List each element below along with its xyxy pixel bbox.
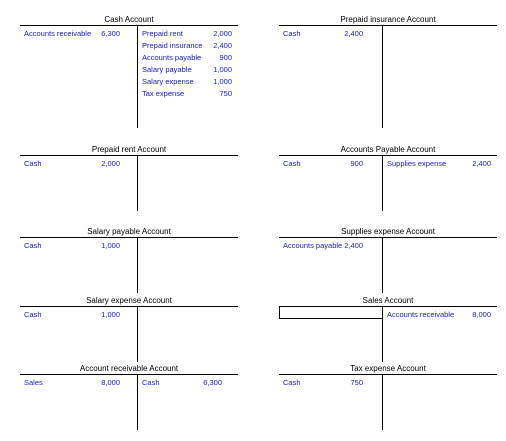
credit-side — [383, 158, 495, 170]
account-divider — [382, 237, 383, 293]
debit-side — [279, 377, 367, 389]
ledger-entry — [20, 377, 124, 389]
ledger-entry — [279, 158, 367, 170]
credit-side — [383, 309, 495, 321]
entry-label: Prepaid insurance — [142, 41, 203, 50]
account-divider — [382, 25, 383, 128]
entry-amount: 8,000 — [472, 310, 491, 319]
account-top-rule — [20, 374, 238, 375]
ledger-entry — [138, 88, 236, 100]
entry-amount: 2,000 — [101, 159, 120, 168]
t-account-sales-account — [279, 296, 497, 362]
account-title: Tax expense Account — [350, 364, 426, 373]
entry-amount: 2,400 — [213, 41, 232, 50]
ledger-entry — [20, 309, 124, 321]
ledger-entry — [138, 40, 236, 52]
entry-label: Cash — [283, 29, 301, 38]
account-top-rule — [20, 237, 238, 238]
entry-label: Supplies expense — [387, 159, 447, 168]
entry-amount: 6,300 — [101, 29, 120, 38]
entry-amount: 900 — [219, 53, 232, 62]
ledger-entry — [138, 28, 236, 40]
entry-label: Cash — [283, 378, 301, 387]
entry-label: Accounts payable — [283, 241, 343, 250]
account-divider — [382, 374, 383, 430]
entry-label: Cash — [142, 378, 160, 387]
ledger-entry — [20, 158, 124, 170]
debit-side — [20, 28, 124, 40]
entry-label: Cash — [24, 241, 42, 250]
entry-label: Salary payable — [142, 65, 192, 74]
entry-label: Tax expense — [142, 89, 185, 98]
entry-amount: 750 — [219, 89, 232, 98]
t-account-cash-account — [20, 15, 238, 128]
account-title: Sales Account — [362, 296, 414, 305]
debit-side — [20, 377, 124, 389]
entry-amount: 2,400 — [344, 241, 363, 250]
account-divider — [137, 155, 138, 211]
account-title: Supplies expense Account — [341, 227, 435, 236]
account-top-rule — [20, 25, 238, 26]
account-top-rule — [279, 374, 497, 375]
ledger-entry — [279, 240, 367, 252]
account-divider — [137, 306, 138, 362]
ledger-entry — [279, 377, 367, 389]
account-divider — [137, 237, 138, 293]
account-title: Accounts Payable Account — [340, 145, 436, 154]
entry-amount: 900 — [350, 159, 363, 168]
t-account-account-receivable-account — [20, 364, 238, 430]
entry-label: Cash — [283, 159, 301, 168]
ledger-entry — [383, 309, 495, 321]
entry-label: Accounts receivable — [24, 29, 92, 38]
account-title: Prepaid rent Account — [91, 145, 167, 154]
t-account-supplies-expense-account — [279, 227, 497, 293]
entry-amount: 8,000 — [101, 378, 120, 387]
entry-label: Accounts receivable — [387, 310, 455, 319]
t-account-accounts-payable-account — [279, 145, 497, 211]
entry-label: Cash — [24, 159, 42, 168]
ledger-entry — [138, 377, 226, 389]
t-account-salary-payable-account — [20, 227, 238, 293]
entry-amount: 6,300 — [203, 378, 222, 387]
ledger-entry — [279, 28, 367, 40]
credit-side — [138, 377, 226, 389]
entry-label: Prepaid rent — [142, 29, 183, 38]
ledger-entry — [383, 158, 495, 170]
entry-amount: 2,400 — [344, 29, 363, 38]
ledger-entry — [138, 64, 236, 76]
account-top-rule — [279, 155, 497, 156]
account-title: Salary payable Account — [87, 227, 171, 236]
account-top-rule — [20, 155, 238, 156]
debit-side — [20, 158, 124, 170]
ledger-entry — [138, 52, 236, 64]
account-title: Salary expense Account — [86, 296, 172, 305]
entry-amount: 1,000 — [213, 77, 232, 86]
debit-side — [279, 158, 367, 170]
ledger-entry — [20, 28, 124, 40]
entry-amount: 1,000 — [101, 310, 120, 319]
entry-amount: 2,400 — [472, 159, 491, 168]
account-top-rule — [20, 306, 238, 307]
ledger-entry — [138, 76, 236, 88]
account-title: Account receivable Account — [79, 364, 179, 373]
t-account-prepaid-rent-account — [20, 145, 238, 211]
account-title: Cash Account — [104, 15, 154, 24]
debit-side — [20, 309, 124, 321]
entry-label: Salary expense — [142, 77, 194, 86]
entry-label: Sales — [24, 378, 43, 387]
account-title: Prepaid insurance Account — [340, 15, 436, 24]
entry-amount: 1,000 — [213, 65, 232, 74]
t-account-salary-expense-account — [20, 296, 238, 362]
empty-debit-box — [279, 307, 382, 319]
t-account-prepaid-insurance-account — [279, 15, 497, 128]
entry-amount: 1,000 — [101, 241, 120, 250]
ledger-entry — [20, 240, 124, 252]
account-top-rule — [279, 25, 497, 26]
debit-side — [279, 240, 367, 252]
t-account-tax-expense-account — [279, 364, 497, 430]
entry-amount: 2,000 — [213, 29, 232, 38]
entry-label: Accounts payable — [142, 53, 202, 62]
debit-side — [279, 28, 367, 40]
entry-label: Cash — [24, 310, 42, 319]
credit-side — [138, 28, 236, 100]
debit-side — [20, 240, 124, 252]
entry-amount: 750 — [350, 378, 363, 387]
account-top-rule — [279, 237, 497, 238]
